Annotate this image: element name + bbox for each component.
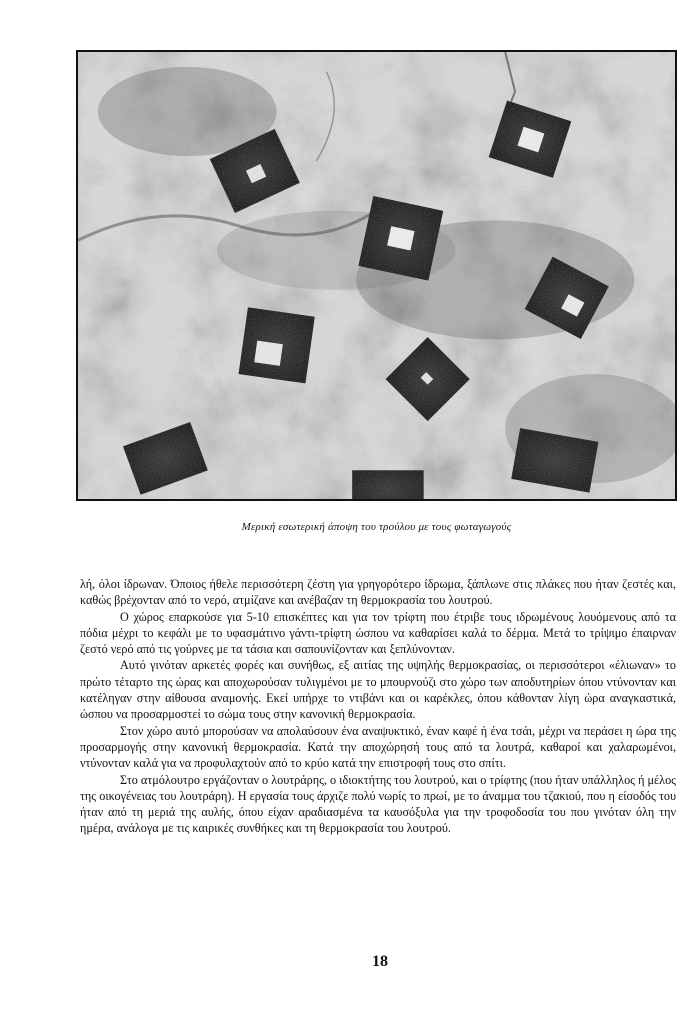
dome-interior-photo (76, 50, 677, 501)
paragraph: Αυτό γινόταν αρκετές φορές και συνήθως, εξ αιτίας της υψηλής θερμοκρασίας, οι περισσότεροι «έλιωναν» το πρώτο τέταρτο της ώρας και αποχωρούσαν τυλιγμένοι με το μπουρνούζι στο χώρο των αποδυτηρίων όπου ντύνονταν και κατέληγαν στην αίθουσα αναμονής. Εκεί υπήρχε το ντιβάνι και οι καρέκλες, όπου κάθονταν λίγη ώρα αναγκαστικά, ώσπου να προσαρμοστεί το σώμα τους στην κανονική θερμοκρασία. (80, 658, 676, 722)
paragraph: Ο χώρος επαρκούσε για 5-10 επισκέπτες και για τον τρίφτη που έτριβε τους ιδρωμένους λουόμενους από τα πόδια μέχρι το κεφάλι με το υφασμάτινο γάντι-τρίφτη ώσπου να καθαρίσει καλά το δέρμα. Μετά το τρίψιμο έπαιρναν ζεστό νερό από τις γούρνες με τα τάσια και σαπουνίζονταν και ξεπλύνονταν. (80, 609, 676, 657)
body-text (80, 576, 676, 837)
paragraph-continuation: λή, όλοι ίδρωναν. Όποιος ήθελε περισσότερη ζέστη για γρηγορότερο ίδρωμα, ξάπλωνε στις πλάκες που ήταν ζεστές και, καθώς βρέχονταν από το νερό, ατμίζανε και ανέβαζαν τη θερμοκρασία του λουτρού. (80, 577, 676, 608)
dome-photo-image (78, 52, 675, 499)
page-number: 18 (372, 953, 388, 970)
paragraph: Στον χώρο αυτό μπορούσαν να απολαύσουν ένα αναψυκτικό, έναν καφέ ή ένα τσάι, μέχρι να περάσει η ώρα της προσαρμογής στην κανονική θερμοκρασία. Κατά την αποχώρησή τους από τα λουτρά, καθαροί και χαλαρωμένοι, ντύνονταν καλά για να προφυλαχτούν από το κρύο κατά την επιστροφή τους στο σπίτι. (80, 723, 676, 771)
paragraph: Στο ατμόλουτρο εργάζονταν ο λουτράρης, ο ιδιοκτήτης του λουτρού, και ο τρίφτης (που ήταν υπάλληλος ή μέλος της οικογένειας του λουτράρη). Η εργασία τους άρχιζε πολύ νωρίς το πρωί, με το άναμμα του τζακιού, που η είσοδός του ήταν από τη μεριά της αυλής, όπου είχαν αραδιασμένα τα καυσόξυλα για την τροφοδοσία του που γινόταν όλη την ημέρα, ανάλογα με τις καιρικές συνθήκες και τη θερμοκρασία του λουτρού. (80, 772, 676, 836)
figure-caption: Μερική εσωτερική άποψη του τρούλου με τους φωταγωγούς (241, 521, 512, 533)
